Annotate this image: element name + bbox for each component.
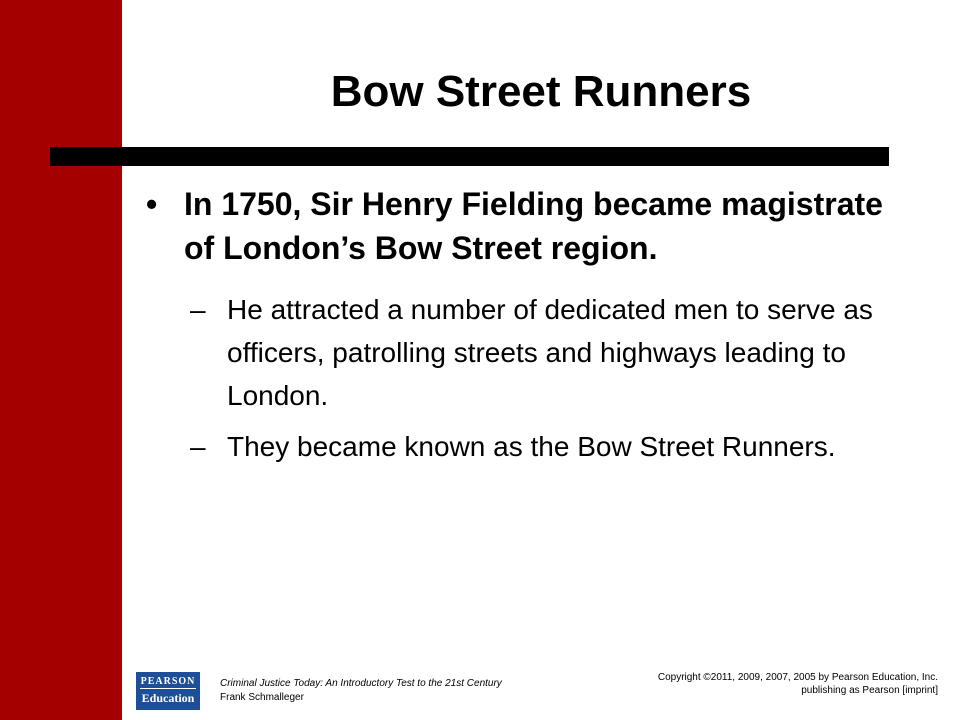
logo-bottom-text: Education <box>141 691 195 705</box>
copyright-line-2: publishing as Pearson [imprint] <box>801 685 938 696</box>
red-side-band <box>0 0 122 720</box>
sub-bullet-2-text: They became known as the Bow Street Runners. <box>227 431 836 462</box>
main-bullet <box>143 182 903 270</box>
footer-book-title: Criminal Justice Today: An Introductory Test to the 21st Century <box>220 678 502 689</box>
footer-book-credit <box>220 677 502 705</box>
slide-content <box>143 182 903 476</box>
copyright-line-1: Copyright ©2011, 2009, 2007, 2005 by Pearson Education, Inc. <box>657 672 938 683</box>
sub-bullet-2 <box>190 425 877 468</box>
footer-copyright <box>658 671 938 697</box>
bullet-marker: • <box>146 186 158 222</box>
title-divider <box>50 147 889 166</box>
slide-title: Bow Street Runners <box>330 67 752 116</box>
logo-top-text: PEARSON <box>140 672 196 689</box>
pearson-education-logo <box>136 672 200 710</box>
footer-author: Frank Schmalleger <box>220 692 304 703</box>
sub-bullet-marker: – <box>190 294 206 325</box>
main-bullet-text: In 1750, Sir Henry Fielding became magistrate of London’s Bow Street region. <box>184 186 883 266</box>
sub-bullet-1-text: He attracted a number of dedicated men to serve as officers, patrolling streets and highways leading to London. <box>227 294 873 411</box>
sub-bullet-1 <box>190 288 877 417</box>
sub-bullet-marker: – <box>190 431 206 462</box>
